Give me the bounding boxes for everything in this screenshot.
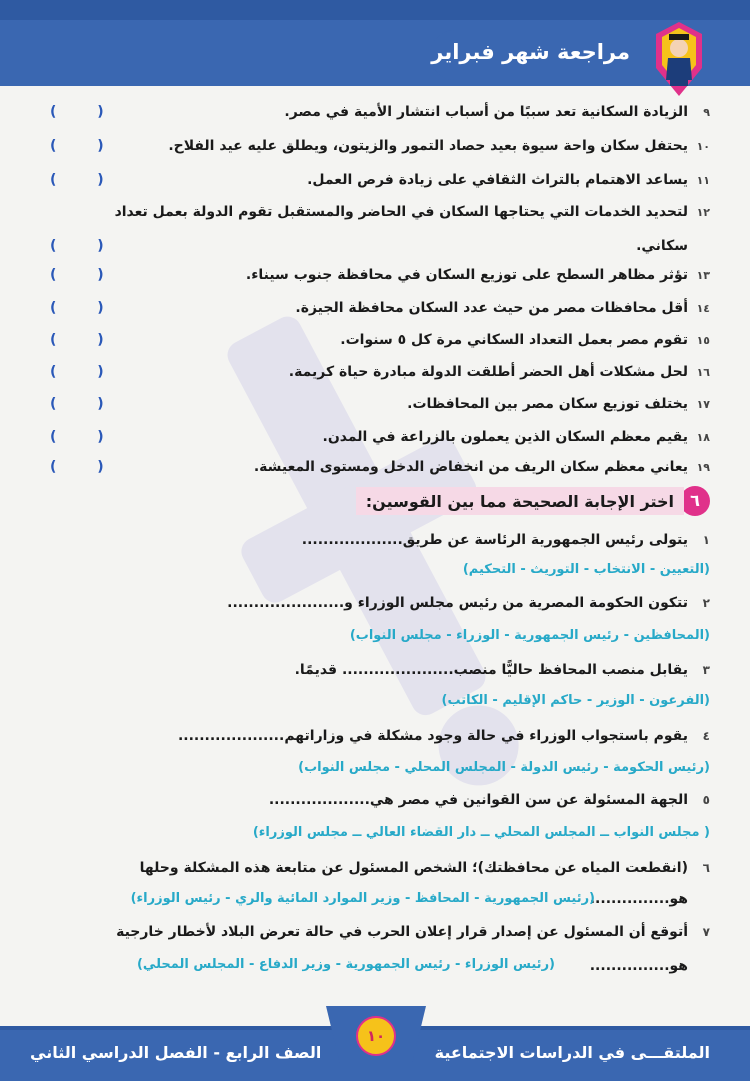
question-number: ٢ bbox=[702, 596, 710, 610]
tf-question bbox=[50, 136, 710, 157]
mc-options: (المحافظين - رئيس الجمهورية - الوزراء - مجلس النواب) bbox=[349, 628, 710, 643]
tf-question-continuation bbox=[50, 236, 710, 256]
mc-question bbox=[40, 593, 710, 613]
question-text: سكاني. bbox=[636, 238, 688, 254]
question-number: ١٩ bbox=[696, 461, 710, 474]
question-number: ١٤ bbox=[696, 302, 710, 315]
mc-question bbox=[40, 922, 710, 942]
question-number: ١٣ bbox=[696, 269, 710, 282]
page-number: ١٠ bbox=[356, 1016, 396, 1056]
question-text: يعاني معظم سكان الريف من انخفاض الدخل ومستوى المعيشة. bbox=[253, 459, 688, 475]
mc-options: (رئيس الوزراء - رئيس الجمهورية - وزير الدفاع - المجلس المحلي) bbox=[136, 957, 555, 972]
question-number: ١٧ bbox=[696, 398, 710, 411]
tf-question bbox=[50, 330, 710, 351]
answer-parentheses[interactable]: ( ) bbox=[50, 332, 122, 348]
mc-question bbox=[40, 530, 710, 550]
footer-book-title: الملتقـــى في الدراسات الاجتماعية bbox=[434, 1043, 710, 1062]
question-text: الجهة المسئولة عن سن القوانين في مصر هي................... bbox=[268, 792, 688, 808]
answer-parentheses[interactable]: ( ) bbox=[50, 238, 122, 254]
question-text: الزيادة السكانية تعد سببًا من أسباب انتشار الأمية في مصر. bbox=[284, 104, 688, 120]
question-number: ١١ bbox=[696, 174, 710, 187]
question-number: ٥ bbox=[702, 793, 710, 807]
question-text: لحل مشكلات أهل الحضر أطلقت الدولة مبادرة حياة كريمة. bbox=[288, 364, 688, 380]
question-number: ١٢ bbox=[696, 206, 710, 219]
question-text: أتوقع أن المسئول عن إصدار قرار إعلان الحرب في حالة تعرض البلاد لأخطار خارجية bbox=[116, 924, 688, 940]
question-text: هو............... bbox=[589, 891, 688, 907]
mc-question bbox=[40, 858, 710, 878]
question-text: أقل محافظات مصر من حيث عدد السكان محافظة الجيزة. bbox=[295, 300, 688, 316]
question-number: ١٥ bbox=[696, 334, 710, 347]
tf-question bbox=[50, 427, 710, 448]
page-title: مراجعة شهر فبراير bbox=[431, 40, 630, 64]
question-text: تقوم مصر بعمل التعداد السكاني مرة كل ٥ سنوات. bbox=[340, 332, 688, 348]
header-band-shade bbox=[0, 0, 750, 20]
mc-options: (التعيين - الانتخاب - التوريث - التحكيم) bbox=[462, 562, 710, 577]
question-number: ١٦ bbox=[696, 366, 710, 379]
mc-options: (رئيس الحكومة - رئيس الدولة - المجلس المحلي - مجلس النواب) bbox=[298, 760, 710, 775]
mc-question bbox=[40, 660, 710, 680]
tf-question bbox=[50, 102, 710, 123]
answer-parentheses[interactable]: ( ) bbox=[50, 429, 122, 445]
question-text: يقابل منصب المحافظ حاليًّا منصب..................... قديمًا. bbox=[294, 662, 688, 678]
question-number: ٣ bbox=[702, 663, 710, 677]
question-number: ١٨ bbox=[696, 431, 710, 444]
section-heading bbox=[356, 486, 710, 516]
mc-question bbox=[40, 790, 710, 810]
answer-parentheses[interactable]: ( ) bbox=[50, 459, 122, 475]
question-number: ٤ bbox=[702, 729, 710, 743]
section-title: اختر الإجابة الصحيحة مما بين القوسين: bbox=[356, 487, 684, 515]
question-number: ٩ bbox=[703, 106, 710, 119]
mc-options: ( مجلس النواب ــ المجلس المحلي ــ دار القضاء العالي ــ مجلس الوزراء) bbox=[252, 825, 710, 840]
tf-question bbox=[50, 265, 710, 286]
tf-question bbox=[50, 298, 710, 319]
question-text: تؤثر مظاهر السطح على توزيع السكان في محافظة جنوب سيناء. bbox=[245, 267, 688, 283]
question-number: ١٠ bbox=[696, 140, 710, 153]
question-text: يختلف توزيع سكان مصر بين المحافظات. bbox=[407, 396, 688, 412]
answer-parentheses[interactable]: ( ) bbox=[50, 138, 122, 154]
mc-question bbox=[40, 726, 710, 746]
mc-options: (رئيس الجمهورية - المحافظ - وزير الموارد المائية والري - رئيس الوزراء) bbox=[130, 891, 595, 906]
question-text: يتولى رئيس الجمهورية الرئاسة عن طريق................... bbox=[301, 532, 688, 548]
question-number: ١ bbox=[702, 533, 710, 547]
answer-parentheses[interactable]: ( ) bbox=[50, 364, 122, 380]
answer-parentheses[interactable]: ( ) bbox=[50, 172, 122, 188]
question-text: يحتفل سكان واحة سيوة بعيد حصاد التمور والزيتون، ويطلق عليه عيد الفلاح. bbox=[168, 138, 688, 154]
mascot-illustration-icon bbox=[648, 20, 710, 98]
tf-question bbox=[60, 202, 710, 223]
tf-question bbox=[50, 362, 710, 383]
question-number: ٧ bbox=[702, 925, 710, 939]
footer-grade-term: الصف الرابع - الفصل الدراسي الثاني bbox=[30, 1043, 322, 1062]
answer-parentheses[interactable]: ( ) bbox=[50, 300, 122, 316]
answer-parentheses[interactable]: ( ) bbox=[50, 396, 122, 412]
section-number-badge: ٦ bbox=[680, 486, 710, 516]
answer-parentheses[interactable]: ( ) bbox=[50, 104, 122, 120]
question-number: ٦ bbox=[702, 861, 710, 875]
answer-parentheses[interactable]: ( ) bbox=[50, 267, 122, 283]
tf-question bbox=[50, 394, 710, 415]
mc-options: (الفرعون - الوزير - حاكم الإقليم - الكاتب) bbox=[441, 693, 710, 708]
question-text: يقيم معظم السكان الذين يعملون بالزراعة في المدن. bbox=[322, 429, 688, 445]
question-text: (انقطعت المياه عن محافظتك)؛ الشخص المسئول عن متابعة هذه المشكلة وحلها bbox=[139, 860, 688, 876]
question-text: يساعد الاهتمام بالتراث الثقافي على زيادة فرص العمل. bbox=[307, 172, 688, 188]
question-text: يقوم باستجواب الوزراء في حالة وجود مشكلة في وزاراتهم.................... bbox=[177, 728, 688, 744]
tf-question bbox=[50, 457, 710, 478]
question-text: تتكون الحكومة المصرية من رئيس مجلس الوزراء و...................... bbox=[227, 595, 688, 611]
tf-question bbox=[50, 170, 710, 191]
question-text: لتحديد الخدمات التي يحتاجها السكان في الحاضر والمستقبل تقوم الدولة بعمل تعداد bbox=[114, 204, 688, 220]
question-text: هو............... bbox=[589, 958, 688, 974]
